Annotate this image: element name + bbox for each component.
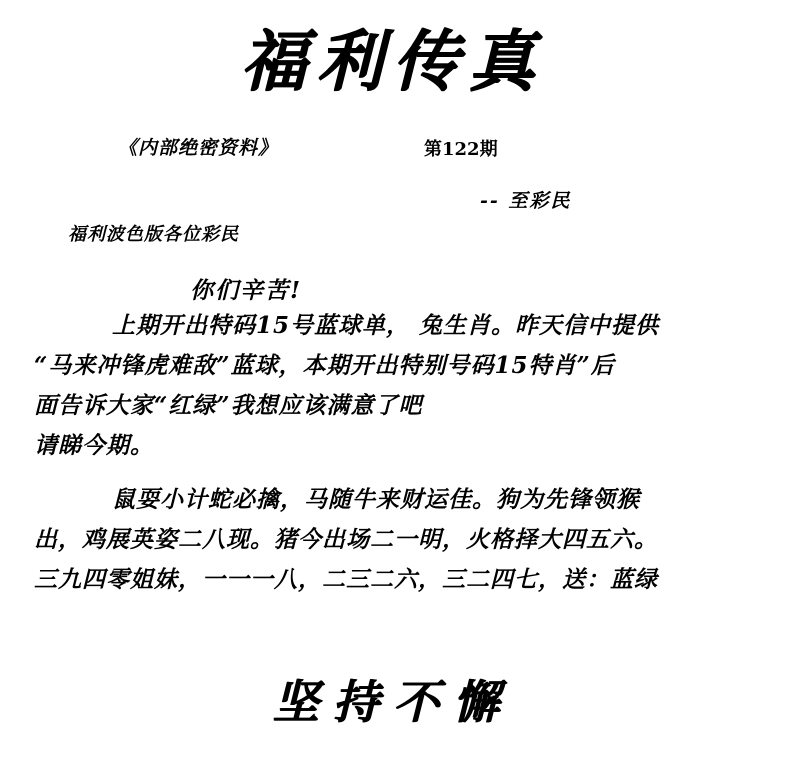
page-title: 福利传真: [240, 22, 545, 100]
paragraph-spacer: [34, 466, 764, 480]
subheader-row: [0, 133, 785, 163]
issue-number-label: 第122期: [424, 139, 498, 160]
edition-label: 福利波色版各位彩民: [68, 224, 239, 245]
audience-label: -- 至彩民: [480, 190, 572, 212]
body-paragraph-3-line-1: 鼠耍小计蛇必擒，马随牛来财运佳。狗为先锋领猴: [112, 486, 640, 513]
body-paragraph-1-line-1: 上期开出特码15号蓝球单， 兔生肖。昨天信中提供: [112, 312, 660, 339]
footer-slogan: 坚持不懈: [272, 675, 513, 729]
confidential-label: 《内部绝密资料》: [118, 137, 279, 159]
body-paragraph-2: 请睇今期。: [34, 432, 154, 459]
body-paragraph-3-line-2: 出，鸡展英姿二八现。猪今出场二一明，火格择大四五六。: [34, 526, 658, 553]
body-content: [34, 306, 764, 600]
body-paragraph-3-line-3: 三九四零姐妹，一一一八，二三二六，三二四七，送：蓝绿: [34, 566, 658, 593]
body-paragraph-1-line-3: 面告诉大家“红绿”我想应该满意了吧: [34, 392, 423, 419]
body-paragraph-1-line-2: “马来冲锋虎难敌”蓝球，本期开出特别号码15特肖”后: [34, 352, 615, 379]
salutation-text: 你们辛苦!: [190, 277, 303, 304]
